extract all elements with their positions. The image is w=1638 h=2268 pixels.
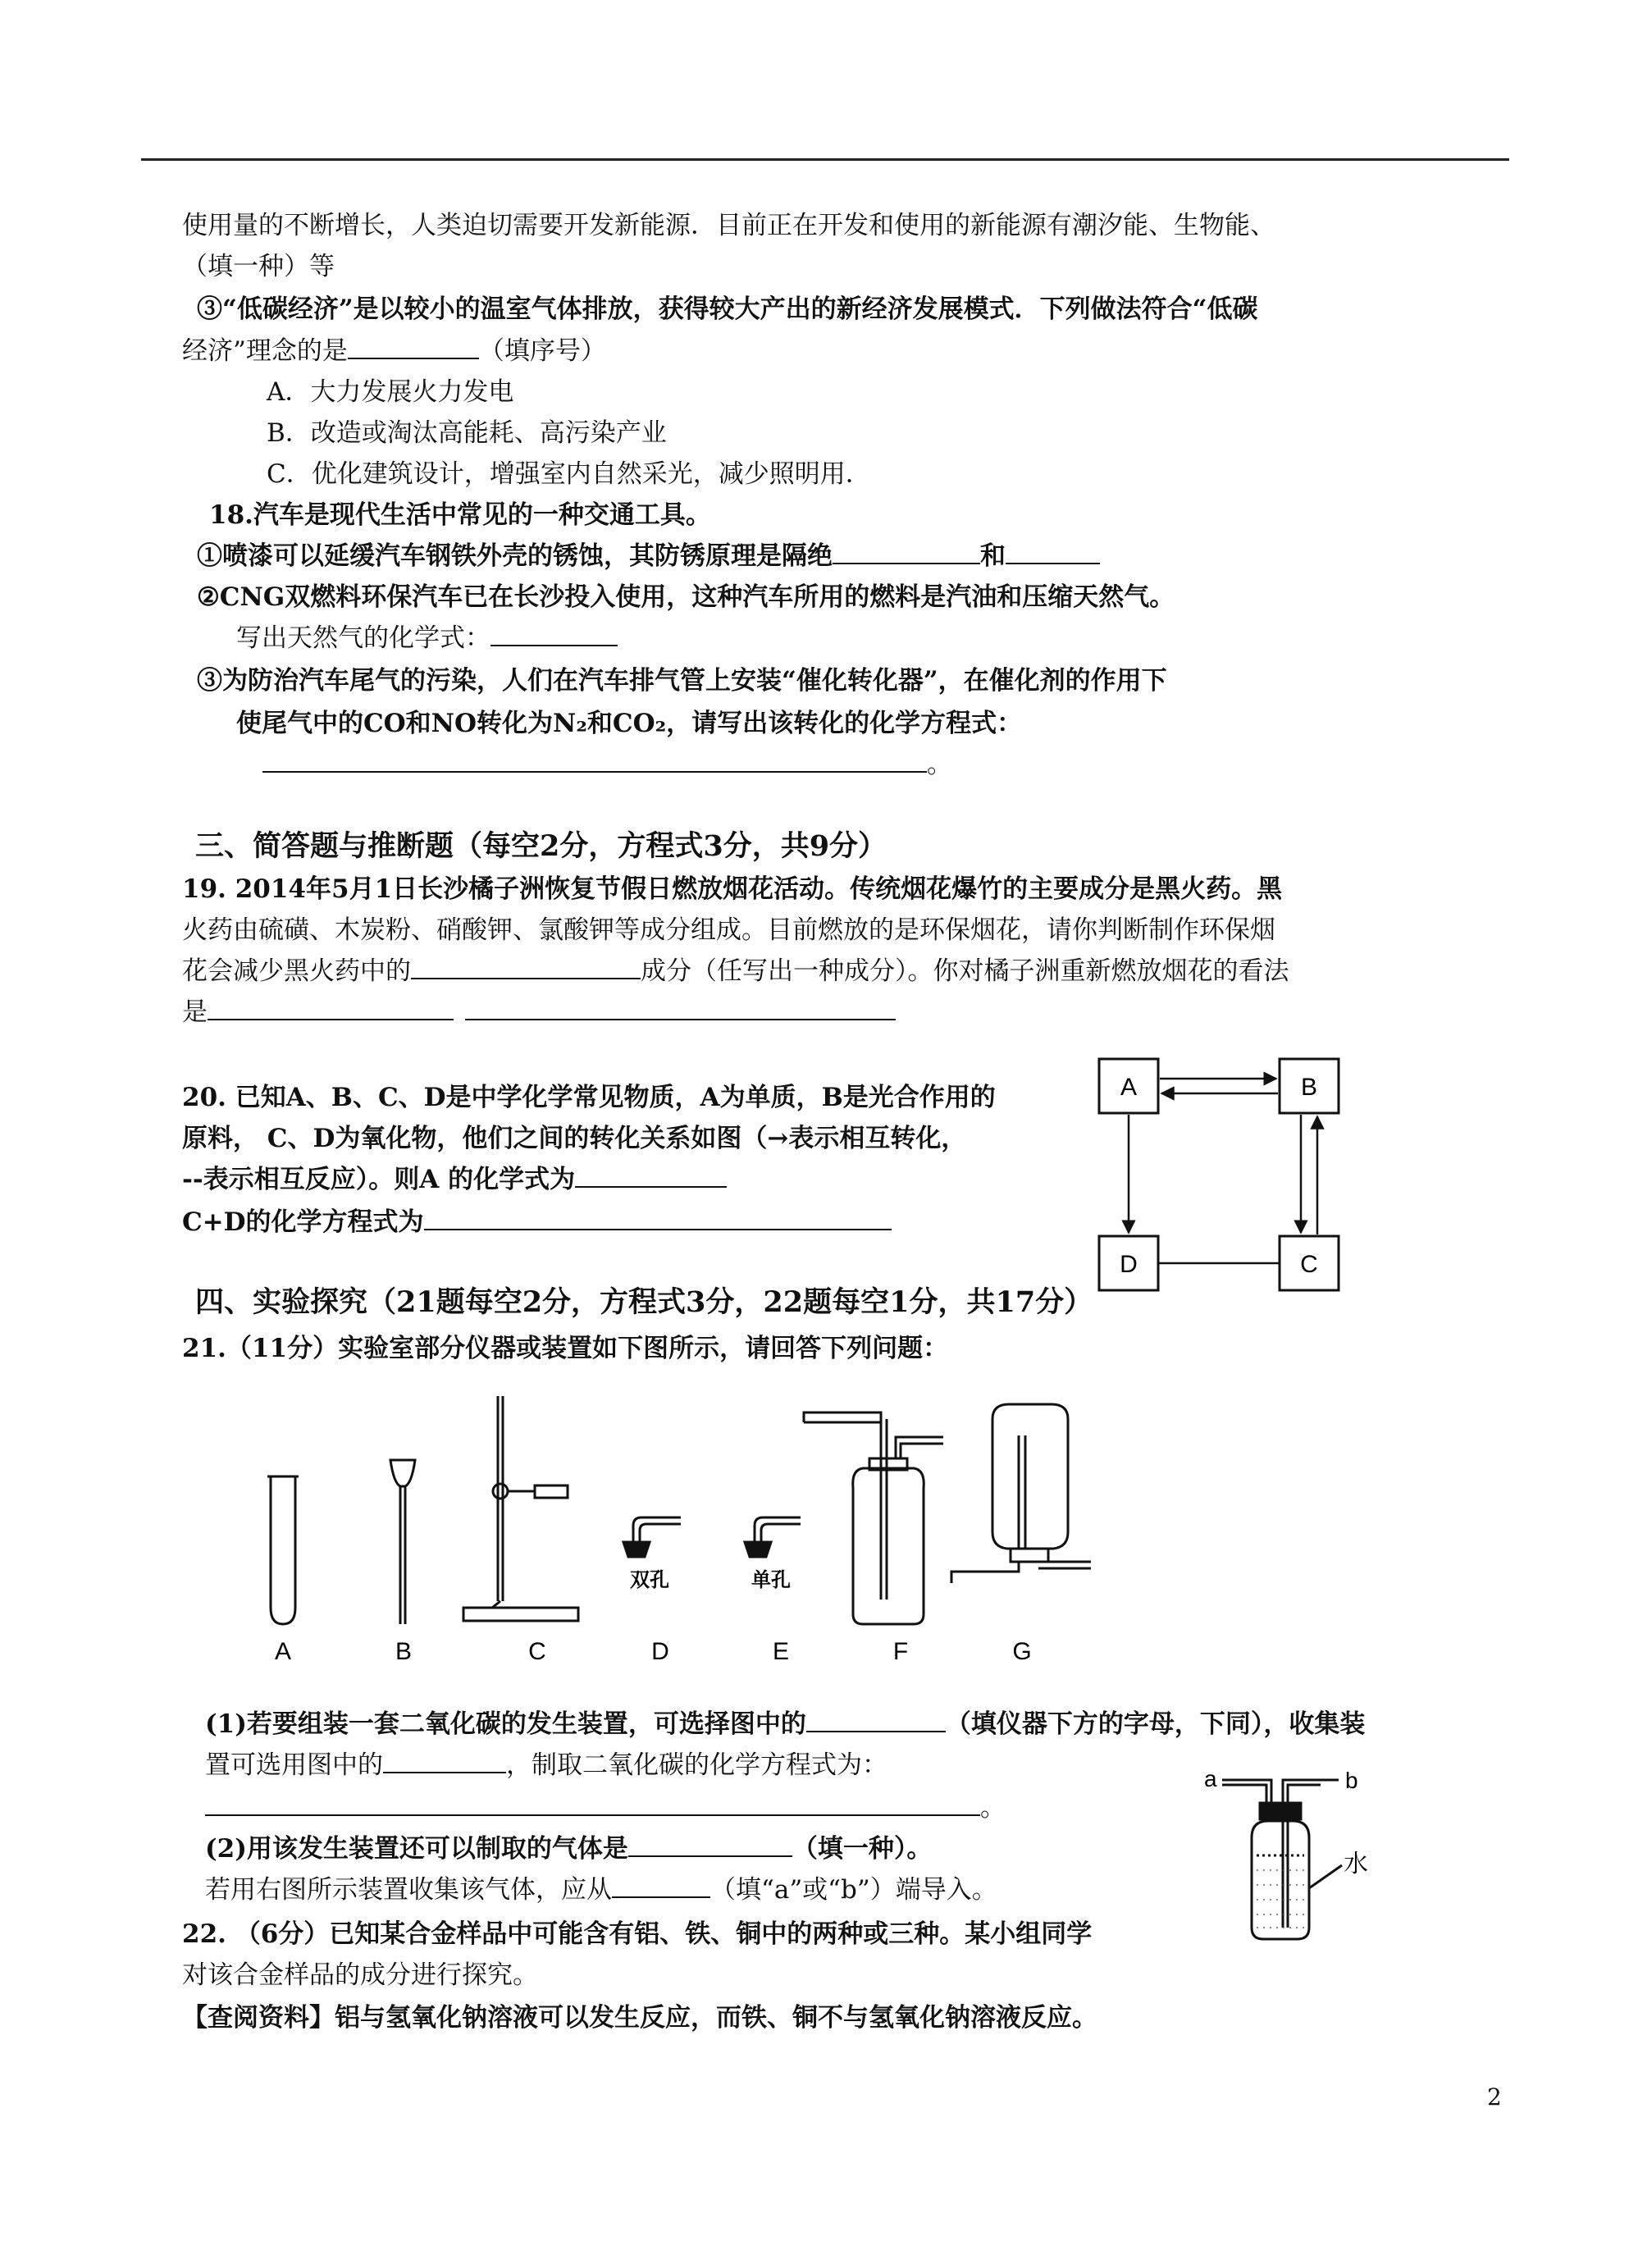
- answer-blank[interactable]: [806, 1708, 946, 1732]
- text-line: [182, 2001, 1097, 2034]
- line-text: (2)用该发生装置还可以制取的气体是: [205, 1834, 628, 1864]
- line-text: 。: [980, 1793, 1006, 1823]
- text-line: [182, 955, 1289, 988]
- option-b: B．改造或淘汰高能耗、高污染产业: [267, 418, 667, 448]
- long-neck-funnel: [390, 1460, 415, 1624]
- text-line: ②CNG双燃料环保汽车已在长沙投入使用，这种汽车所用的燃料是汽油和压缩天然气。: [197, 582, 1175, 612]
- text-line: 原料， C、D为氧化物，他们之间的转化关系如图（→表示相互转化，: [182, 1124, 967, 1153]
- text-line: 20. 已知A、B、C、D是中学化学常见物质，A为单质，B是光合作用的: [182, 1083, 996, 1112]
- question-21: 21.（11分）实验室部分仪器或装置如下图所示，请回答下列问题：: [182, 1334, 949, 1363]
- text-line: [236, 622, 618, 655]
- iron-stand: [463, 1396, 578, 1621]
- answer-blank[interactable]: [833, 540, 980, 564]
- node-a-label: A: [1120, 1074, 1138, 1101]
- line-text: 和: [980, 541, 1006, 571]
- text-line: 火药由硫磺、木炭粉、硝酸钾、氯酸钾等成分组成。目前燃放的是环保烟花，请你判断制作环保烟: [182, 915, 1275, 945]
- inverted-gas-bottle: [951, 1404, 1091, 1583]
- text-line: 使尾气中的CO和NO转化为N₂和CO₂，请写出该转化的化学方程式：: [236, 709, 1023, 738]
- text-line: （填一种）等: [182, 252, 335, 281]
- answer-blank[interactable]: [1006, 540, 1100, 564]
- gas-collection-bottle: [804, 1412, 943, 1624]
- line-text: 是: [182, 997, 208, 1027]
- line-text: 经济”理念的是: [182, 336, 348, 366]
- note-single-hole: 单孔: [751, 1569, 791, 1591]
- line-text: --表示相互反应）。则A 的化学式为: [182, 1165, 576, 1194]
- double-hole-stopper: [623, 1517, 681, 1557]
- apparatus-figure: [230, 1386, 1116, 1673]
- option-c: C．优化建筑设计，增强室内自然采光，减少照明用．: [267, 459, 871, 489]
- label-e: E: [772, 1638, 790, 1665]
- text-line: [205, 1791, 1006, 1824]
- answer-blank[interactable]: [575, 1163, 727, 1188]
- text-line: [182, 996, 896, 1029]
- answer-blank[interactable]: [383, 1749, 506, 1773]
- label-c: C: [528, 1638, 546, 1665]
- port-a-label: a: [1204, 1766, 1217, 1791]
- line-text: (1)若要组装一套二氧化碳的发生装置，可选择图中的: [205, 1709, 806, 1739]
- label-d: D: [651, 1638, 669, 1665]
- line-text: 成分（任写出一种成分）。你对橘子洲重新燃放烟花的看法: [641, 956, 1289, 986]
- line-text: 铝与氢氧化钠溶液可以发生反应，而铁、铜不与氢氧化钠溶液反应。: [335, 2003, 1097, 2033]
- line-text: ①喷漆可以延缓汽车钢铁外壳的锈蚀，其防锈原理是隔绝: [197, 541, 833, 571]
- text-line: [182, 1163, 727, 1196]
- text-line: [205, 1749, 887, 1782]
- question-22: 22. （6分）已知某合金样品中可能含有铝、铁、铜中的两种或三种。某小组同学: [182, 1919, 1093, 1949]
- note-double-hole: 双孔: [630, 1569, 669, 1591]
- answer-blank[interactable]: [424, 1206, 892, 1230]
- answer-blank[interactable]: [628, 1832, 792, 1857]
- answer-blank[interactable]: [348, 335, 479, 359]
- answer-blank[interactable]: [208, 996, 454, 1020]
- answer-blank[interactable]: [465, 996, 896, 1020]
- section-heading: 三、简答题与推断题（每空2分，方程式3分，共9分）: [195, 829, 887, 863]
- port-b-label: b: [1345, 1768, 1358, 1793]
- answer-blank[interactable]: [262, 748, 927, 773]
- water-label: 水: [1344, 1850, 1368, 1878]
- line-text: 若用右图所示装置收集该气体，应从: [205, 1875, 612, 1905]
- answer-blank[interactable]: [490, 622, 618, 646]
- reference-tag: 【查阅资料】: [182, 2003, 335, 2033]
- line-text: C+D的化学方程式为: [182, 1207, 424, 1237]
- label-g: G: [1012, 1638, 1032, 1665]
- line-text: 花会减少黑火药中的: [182, 956, 411, 986]
- line-text: （填一种）。: [792, 1834, 933, 1864]
- test-tube: [267, 1476, 299, 1624]
- text-line: [205, 1832, 932, 1865]
- wash-bottle-figure: [1198, 1764, 1394, 1952]
- text-line: 19. 2014年5月1日长沙橘子洲恢复节假日燃放烟花活动。传统烟花爆竹的主要成分是黑火药。黑: [182, 874, 1283, 904]
- section-heading: 四、实验探究（21题每空2分，方程式3分，22题每空1分，共17分）: [195, 1285, 1093, 1319]
- text-line: [182, 335, 606, 367]
- label-f: F: [892, 1638, 909, 1665]
- node-c-label: C: [1300, 1251, 1318, 1278]
- answer-blank[interactable]: [205, 1791, 980, 1816]
- text-line: 使用量的不断增长，人类迫切需要开发新能源．目前正在开发和使用的新能源有潮汐能、生物能、: [182, 211, 1275, 240]
- line-text: 置可选用图中的: [205, 1750, 383, 1780]
- node-d-label: D: [1120, 1251, 1138, 1278]
- line-text: （填“a”或“b”）端导入。: [710, 1875, 997, 1905]
- answer-blank[interactable]: [612, 1873, 710, 1898]
- label-a: A: [274, 1638, 292, 1665]
- line-text: 写出天然气的化学式：: [236, 623, 490, 653]
- text-line: [262, 748, 952, 781]
- line-text: 。: [927, 750, 952, 779]
- question-18: 18.汽车是现代生活中常见的一种交通工具。: [209, 500, 711, 530]
- node-b-label: B: [1300, 1074, 1318, 1101]
- text-line: 对该合金样品的成分进行探究。: [182, 1960, 538, 1990]
- text-line: [182, 1206, 892, 1239]
- single-hole-stopper: [745, 1517, 801, 1557]
- answer-blank[interactable]: [411, 955, 641, 979]
- relation-diagram: [1075, 1046, 1370, 1308]
- option-a: A．大力发展火力发电: [267, 377, 514, 407]
- page-number: 2: [1487, 2083, 1502, 2111]
- header-rule: [141, 158, 1509, 161]
- line-text: （填序号）: [478, 336, 606, 366]
- line-text: ，制取二氧化碳的化学方程式为：: [506, 1750, 887, 1780]
- text-line: [197, 540, 1100, 573]
- text-line: ③“低碳经济”是以较小的温室气体排放，获得较大产出的新经济发展模式．下列做法符合“低碳: [197, 294, 1258, 324]
- text-line: [205, 1708, 1365, 1741]
- text-line: [205, 1873, 997, 1906]
- text-line: ③为防治汽车尾气的污染，人们在汽车排气管上安装“催化转化器”，在催化剂的作用下: [197, 666, 1167, 696]
- label-b: B: [395, 1638, 413, 1665]
- line-text: （填仪器下方的字母，下同），收集装: [945, 1709, 1366, 1739]
